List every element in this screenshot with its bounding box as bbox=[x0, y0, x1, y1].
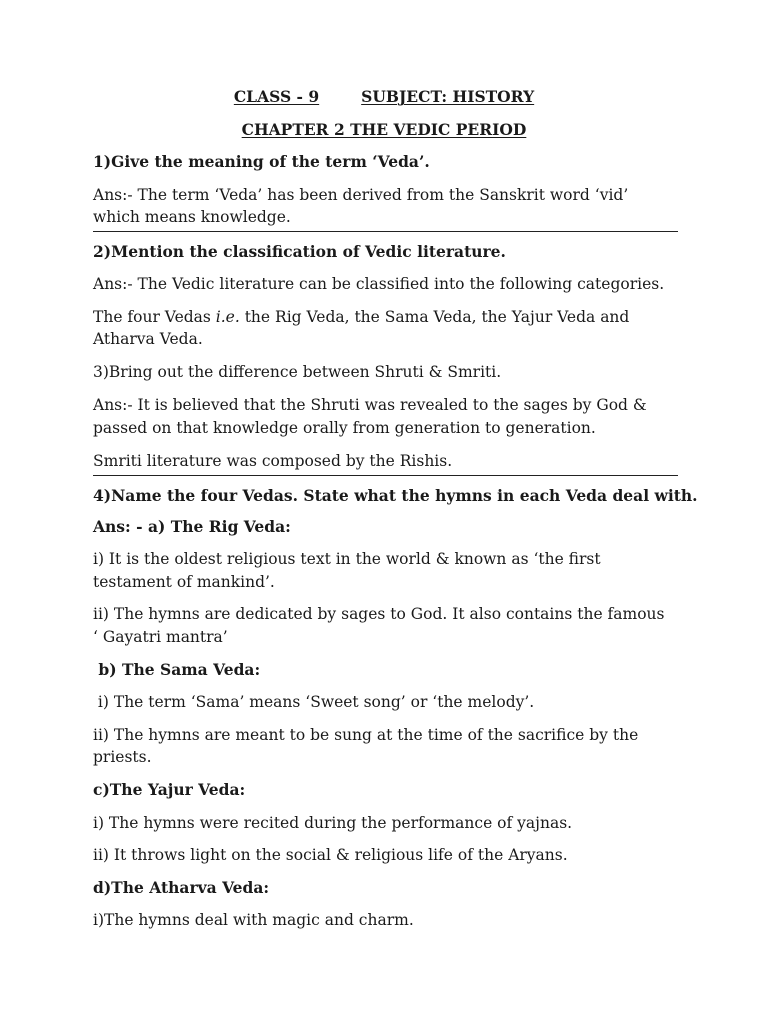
answer-1-line-1: Ans:- The term ‘Veda’ has been derived from the Sanskrit word ‘vid’ bbox=[93, 186, 629, 204]
class-label: CLASS - 9 bbox=[233, 87, 320, 106]
sama-veda-point-2-line-2: priests. bbox=[93, 748, 152, 766]
answer-4-intro: Ans: - a) The Rig Veda: bbox=[93, 517, 291, 536]
rig-veda-point-2-line-1: ii) The hymns are dedicated by sages to God. It also contains the famous bbox=[93, 605, 665, 623]
answer-2-line-3: Atharva Veda. bbox=[93, 330, 203, 348]
atharva-veda-heading: d)The Atharva Veda: bbox=[93, 878, 270, 897]
yajur-veda-point-2: ii) It throws light on the social & religious life of the Aryans. bbox=[93, 846, 568, 864]
rig-veda-point-1-line-1: i) It is the oldest religious text in the world & known as ‘the first bbox=[93, 550, 601, 568]
rig-veda-point-2-line-2: ‘ Gayatri mantra’ bbox=[93, 628, 228, 646]
answer-2-line-1: Ans:- The Vedic literature can be classified into the following categories. bbox=[93, 275, 665, 293]
answer-2-ie: i.e. bbox=[215, 308, 240, 326]
answer-2-line-2-pre: The four Vedas bbox=[93, 308, 216, 326]
chapter-title: CHAPTER 2 THE VEDIC PERIOD bbox=[241, 120, 527, 139]
sama-veda-point-2-line-1: ii) The hymns are meant to be sung at the time of the sacrifice by the bbox=[93, 726, 639, 744]
sama-veda-heading: b) The Sama Veda: bbox=[93, 660, 261, 679]
class-subject-heading bbox=[0, 86, 768, 108]
section-divider-1 bbox=[93, 231, 678, 232]
answer-3-line-3: Smriti literature was composed by the Rishis. bbox=[93, 452, 453, 470]
answer-2-line-2-post: the Rig Veda, the Sama Veda, the Yajur Veda and bbox=[239, 308, 630, 326]
question-1: 1)Give the meaning of the term ‘Veda’. bbox=[93, 152, 430, 171]
atharva-veda-point-1: i)The hymns deal with magic and charm. bbox=[93, 911, 414, 929]
answer-3-line-2: passed on that knowledge orally from generation to generation. bbox=[93, 419, 596, 437]
answer-1-line-2: which means knowledge. bbox=[93, 208, 291, 226]
sama-veda-point-1: i) The term ‘Sama’ means ‘Sweet song’ or ‘the melody’. bbox=[93, 693, 535, 711]
subject-label: SUBJECT: HISTORY bbox=[361, 87, 535, 106]
section-divider-2 bbox=[93, 475, 678, 476]
question-2: 2)Mention the classification of Vedic literature. bbox=[93, 242, 506, 261]
question-3: 3)Bring out the difference between Shruti & Smriti. bbox=[93, 363, 502, 381]
rig-veda-point-1-line-2: testament of mankind’. bbox=[93, 573, 275, 591]
answer-2-line-2 bbox=[93, 306, 629, 328]
yajur-veda-point-1: i) The hymns were recited during the performance of yajnas. bbox=[93, 814, 573, 832]
question-4: 4)Name the four Vedas. State what the hymns in each Veda deal with. bbox=[93, 486, 698, 505]
answer-3-line-1: Ans:- It is believed that the Shruti was revealed to the sages by God & bbox=[93, 396, 647, 414]
yajur-veda-heading: c)The Yajur Veda: bbox=[93, 780, 246, 799]
